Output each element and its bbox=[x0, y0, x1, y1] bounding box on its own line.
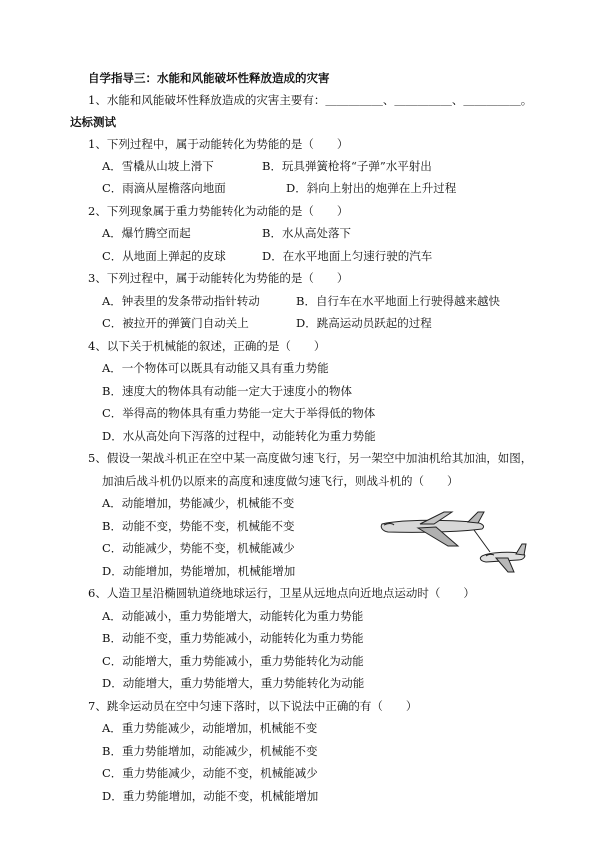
question-5-stem-line-1: 5、假设一架战斗机正在空中某一高度做匀速飞行，另一架空中加油机给其加油，如图， bbox=[88, 451, 533, 465]
question-7-stem: 7、跳伞运动员在空中匀速下落时，以下说法中正确的有（ ） bbox=[88, 699, 418, 713]
question-6-option-b: B．动能不变，重力势能减小，动能转化为重力势能 bbox=[102, 631, 364, 645]
question-5-option-d: D．动能增加，势能增加，机械能增加 bbox=[102, 564, 296, 578]
question-6-option-d: D．动能增大，重力势能增大，重力势能转化为动能 bbox=[102, 676, 365, 690]
question-2-option-c: C．从地面上弹起的皮球 bbox=[102, 249, 226, 263]
question-3-option-d: D．跳高运动员跃起的过程 bbox=[296, 316, 432, 330]
question-2-option-b: B．水从高处落下 bbox=[262, 226, 351, 240]
question-3-stem: 3、下列过程中，属于动能转化为势能的是（ ） bbox=[88, 271, 349, 285]
question-5-option-a: A．动能增加，势能减少，机械能不变 bbox=[102, 496, 295, 510]
question-5-option-b: B．动能不变，势能不变，机械能不变 bbox=[102, 519, 295, 533]
test-heading: 达标测试 bbox=[70, 115, 116, 129]
question-4-option-a: A．一个物体可以既具有动能又具有重力势能 bbox=[102, 361, 329, 375]
question-4-option-c: C．举得高的物体具有重力势能一定大于举得低的物体 bbox=[102, 406, 376, 420]
question-3-option-b: B．自行车在水平地面上行驶得越来越快 bbox=[296, 294, 500, 308]
question-1-option-d: D．斜向上射出的炮弹在上升过程 bbox=[286, 181, 457, 195]
refueling-hose bbox=[474, 530, 490, 552]
section-title: 自学指导三：水能和风能破坏性释放造成的灾害 bbox=[88, 71, 330, 85]
question-7-option-c: C．重力势能减少，动能不变，机械能减少 bbox=[102, 766, 318, 780]
question-6-option-a: A．动能减小，重力势能增大，动能转化为重力势能 bbox=[102, 609, 364, 623]
question-2-option-d: D．在水平地面上匀速行驶的汽车 bbox=[262, 249, 433, 263]
question-1-option-c: C．雨滴从屋檐落向地面 bbox=[102, 181, 226, 195]
question-5-stem-line-2: 加油后战斗机仍以原来的高度和速度做匀速飞行，则战斗机的（ ） bbox=[102, 474, 459, 488]
question-6-stem: 6、人造卫星沿椭圆轨道绕地球运行，卫星从远地点向近地点运动时（ ） bbox=[88, 586, 475, 600]
question-3-option-a: A．钟表里的发条带动指针转动 bbox=[102, 294, 260, 308]
refueling-aircraft-illustration bbox=[378, 510, 528, 582]
question-3-option-c: C．被拉开的弹簧门自动关上 bbox=[102, 316, 249, 330]
question-2-option-a: A．爆竹腾空而起 bbox=[102, 226, 191, 240]
question-2-stem: 2、下列现象属于重力势能转化为动能的是（ ） bbox=[88, 204, 349, 218]
question-4-option-d: D．水从高处向下泻落的过程中，动能转化为重力势能 bbox=[102, 429, 376, 443]
question-1-stem: 1、下列过程中，属于动能转化为势能的是（ ） bbox=[88, 137, 349, 151]
question-1-option-b: B．玩具弹簧枪将“子弹”水平射出 bbox=[262, 159, 432, 173]
question-5-option-c: C．动能减少，势能不变，机械能减少 bbox=[102, 541, 295, 555]
question-7-option-b: B．重力势能增加，动能减少，机械能不变 bbox=[102, 744, 318, 758]
question-7-option-a: A．重力势能减少，动能增加，机械能不变 bbox=[102, 721, 318, 735]
question-1-option-a: A．雪橇从山坡上滑下 bbox=[102, 159, 214, 173]
question-4-stem: 4、以下关于机械能的叙述，正确的是（ ） bbox=[88, 339, 326, 353]
tanker-plane-icon bbox=[381, 512, 484, 546]
question-7-option-d: D．重力势能增加，动能不变，机械能增加 bbox=[102, 789, 319, 803]
question-6-option-c: C．动能增大，重力势能减小，重力势能转化为动能 bbox=[102, 654, 364, 668]
question-4-option-b: B．速度大的物体具有动能一定大于速度小的物体 bbox=[102, 384, 352, 398]
intro-question: 1、水能和风能破坏性释放造成的灾害主要有：＿＿＿＿＿、＿＿＿＿＿、＿＿＿＿＿。 bbox=[88, 93, 533, 107]
